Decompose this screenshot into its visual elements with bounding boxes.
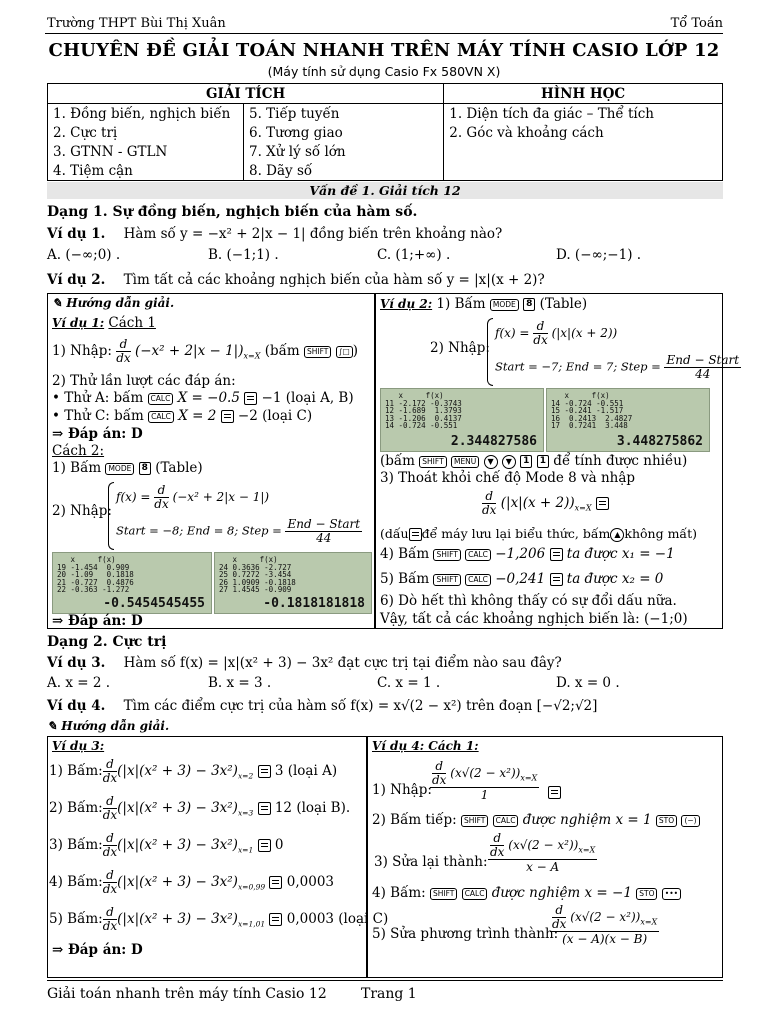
vd3-step-row [49, 869, 334, 896]
down-arrow-key-icon: ▼ [502, 455, 516, 469]
step-result: 0,0003 [286, 874, 335, 890]
derivative-symbol: $\frac{d}{dx}$ [154, 483, 169, 511]
equals-key-icon [596, 497, 609, 510]
equals-key-icon [548, 786, 561, 799]
math-expr: f(x) = [116, 490, 151, 504]
shift-key-icon: SHIFT [461, 815, 488, 827]
vd3-tag: Ví dụ 3: [52, 739, 105, 753]
screen-table: x f(x) 19 -1.454 0.909 20 -1.09 0.1818 21 -0.727 0.4876 22 -0.363 -1.272 [57, 555, 134, 594]
step-text: −2 (loại C) [237, 408, 313, 424]
equals-key-icon [244, 392, 257, 405]
math-sub: x=2 [237, 771, 254, 781]
shift-key-icon: SHIFT [433, 549, 460, 561]
key-1-icon: 1 [520, 455, 532, 468]
answer-text: ⇒ Đáp án: D [52, 613, 143, 629]
vd4-question: Tìm các điểm cực trị của hàm số f(x) = x√(2 − x²) trên đoạn [−√2;√2] [123, 698, 598, 714]
step-text: 3) Bấm: [49, 837, 103, 853]
derivative-symbol: $\frac{d}{dx}$ [102, 868, 118, 896]
equals-key-icon [269, 876, 282, 889]
topic-item: 3. GTNN - GTLN [48, 142, 244, 161]
shift-key-icon: SHIFT [419, 456, 446, 468]
step-text: 1) Bấm [436, 296, 486, 312]
vd1-label: Ví dụ 1. [47, 226, 106, 242]
topic-item: 2. Cực trị [48, 123, 244, 142]
step-text: 2) Bấm tiếp: [372, 812, 457, 828]
math-expr: (x − A)(x − B) [562, 932, 648, 946]
step-text: (Table) [539, 296, 588, 312]
page-title: CHUYÊN ĐỀ GIẢI TOÁN NHANH TRÊN MÁY TÍNH CASIO LỚP 12 [48, 40, 720, 61]
vd3-step-row [49, 906, 388, 933]
derivative-symbol: $\frac{d}{dx}$ [116, 337, 131, 365]
equals-key-icon [258, 802, 271, 815]
math-expr: (|x|(x² + 3) − 3x²) [117, 874, 238, 890]
mode-key-icon: MODE [490, 299, 519, 311]
screen-result: 2.344827586 [450, 434, 537, 449]
topic-item: 8. Dãy số [244, 161, 444, 181]
topic-item: 4. Tiệm cận [48, 161, 244, 181]
vd1-tag: Ví dụ 1: [52, 316, 105, 330]
math-expr: (x√(2 − x²)) [570, 910, 641, 924]
screen-table: x f(x) 11 -2.172 -0.3743 12 -1.689 1.3793 13 -1.206 0.4137 14 -0.724 -0.551 [385, 391, 462, 430]
calc-key-icon: CALC [462, 888, 488, 900]
step-text: không mất) [624, 526, 697, 541]
answer-text: ⇒ Đáp án: D [52, 942, 143, 958]
vd2-tag: Ví dụ 2: [380, 297, 433, 311]
equals-key-icon [550, 573, 563, 586]
topic-item: 1. Đồng biến, nghịch biến [48, 104, 244, 124]
derivative-symbol: $\frac{d}{dx}$ [102, 794, 118, 822]
step-text: 3) Thoát khỏi chế độ Mode 8 và nhập [380, 470, 636, 486]
step-text: 1) Bấm [52, 460, 102, 476]
vd3-opt-a: A. x = 2 . [47, 675, 111, 691]
math-expr: f(x) = [495, 326, 530, 340]
page-number: Trang 1 [361, 986, 417, 1002]
math-sub: x=3 [237, 808, 254, 818]
vd2-label: Ví dụ 2. [47, 272, 106, 288]
math-expr: (|x|(x² + 3) − 3x²) [117, 837, 238, 853]
math-sub: x=X [640, 917, 658, 927]
math-sub: x=X [578, 845, 596, 855]
step-text: để tính được nhiều) [553, 453, 688, 469]
screen-result: 3.448275862 [616, 434, 703, 449]
guide-label: Hướng dẫn giải. [66, 296, 175, 310]
sto-key-icon: STO [656, 815, 677, 827]
guide-label: Hướng dẫn giải. [61, 719, 170, 733]
shift-key-icon: SHIFT [304, 346, 331, 358]
var-b-key-icon: ••• [662, 888, 681, 900]
derivative-symbol: $\frac{d}{dx}$ [432, 759, 447, 787]
step-text: 2) Thử lần lượt các đáp án: [52, 373, 236, 389]
calc-key-icon: CALC [148, 393, 174, 405]
integral-key-icon: ∫□ [336, 346, 353, 358]
math-expr: X = −0.5 [177, 390, 240, 406]
step-result: 3 (loại A) [274, 763, 338, 779]
sto-key-icon: STO [636, 888, 657, 900]
subtitle: (Máy tính sử dụng Casio Fx 580VN X) [267, 64, 501, 79]
up-arrow-key-icon: ▲ [610, 528, 624, 542]
math-expr: (|x|(x + 2)) [500, 495, 575, 511]
down-arrow-key-icon: ▼ [484, 455, 498, 469]
step-fraction: $\frac{\text{End − Start}}{44}$ [287, 517, 361, 545]
step-text: 3) Sửa lại thành: [374, 854, 488, 870]
mode-key-icon: MODE [105, 463, 134, 475]
system-brace [108, 482, 114, 550]
step-text: ta được x₁ = −1 [566, 546, 675, 562]
math-expr: (|x|(x² + 3) − 3x²) [117, 800, 238, 816]
math-expr: (|x|(x + 2)) [551, 326, 618, 340]
calculator-screen-1 [52, 552, 212, 614]
screen-table: x f(x) 24 0.3636 -2.727 25 0.7272 -3.454 26 1.0909 -0.1818 27 1.4545 -0.909 [219, 555, 296, 594]
derivative-symbol: $\frac{d}{dx}$ [533, 319, 548, 347]
vd3-question: Hàm số f(x) = |x|(x² + 3) − 3x² đạt cực trị tại điểm nào sau đây? [123, 655, 562, 671]
pencil-icon: ✎ [52, 296, 63, 310]
math-expr: (x√(2 − x²)) [508, 838, 579, 852]
equals-key-icon [409, 528, 422, 541]
var-a-key-icon: (−) [681, 815, 699, 827]
system-brace [487, 318, 493, 386]
key-8-icon: 8 [523, 298, 535, 311]
step-text: ta được x₂ = 0 [566, 571, 664, 587]
col-hinh-hoc: HÌNH HỌC [444, 84, 723, 104]
derivative-symbol: $\frac{d}{dx}$ [552, 903, 567, 931]
step-text: (Table) [155, 460, 203, 476]
vd3-step-row [49, 832, 283, 859]
vd1-question: Hàm số y = −x² + 2|x − 1| đồng biến trên khoảng nào? [123, 226, 503, 242]
vd4-tag: Ví dụ 4: Cách 1: [372, 739, 479, 753]
calc-key-icon: CALC [465, 574, 491, 586]
calculator-screen-3 [380, 388, 544, 452]
school-name: Trường THPT Bùi Thị Xuân [47, 16, 226, 31]
math-sub: x=X [520, 773, 538, 783]
math-sub: x=X [243, 351, 261, 361]
math-expr: Start = −8; End = 8; Step = [116, 523, 282, 538]
vd3-opt-b: B. x = 3 . [208, 675, 272, 691]
dang1-heading: Dạng 1. Sự đồng biến, nghịch biến của hàm số. [47, 204, 418, 220]
step-text: Vậy, tất cả các khoảng nghịch biến là: (−1;0) [380, 611, 688, 627]
derivative-symbol: $\frac{d}{dx}$ [102, 905, 118, 933]
screen-result: -0.5454545455 [103, 596, 205, 611]
step-text: 4) Bấm [380, 546, 430, 562]
step-text: (bấm [264, 343, 300, 359]
step-text: được nghiệm x = −1 [491, 885, 632, 901]
step-text: 6) Dò hết thì không thấy có sự đổi dấu nữa. [380, 593, 677, 609]
key-1-icon: 1 [537, 455, 549, 468]
derivative-symbol: $\frac{d}{dx}$ [482, 489, 497, 517]
step-text: 1) Nhập: [52, 343, 112, 359]
col-giai-tich: GIẢI TÍCH [48, 84, 444, 104]
vd2-question: Tìm tất cả các khoảng nghịch biến của hàm số y = |x|(x + 2)? [123, 272, 545, 288]
step-text: được nghiệm x = 1 [522, 812, 652, 828]
menu-key-icon: MENU [451, 456, 479, 468]
calculator-screen-2 [214, 552, 372, 614]
topic-item: 6. Tương giao [244, 123, 444, 142]
topic-item: 7. Xử lý số lớn [244, 142, 444, 161]
math-expr: X = 2 [178, 408, 217, 424]
vd1-opt-c: C. (1;+∞) . [377, 247, 451, 263]
topic-item: 2. Góc và khoảng cách [444, 123, 723, 142]
step-text: 2) Nhập: [52, 503, 112, 519]
shift-key-icon: SHIFT [433, 574, 460, 586]
calc-key-icon: CALC [465, 549, 491, 561]
topics-table [47, 83, 723, 181]
vd1-opt-a: A. (−∞;0) . [47, 247, 121, 263]
calc-key-icon: CALC [493, 815, 519, 827]
math-expr: (|x|(x² + 3) − 3x²) [117, 763, 238, 779]
screen-table: x f(x) 14 -0.724 -0.551 15 -0.241 -1.517 16 0.2413 2.4827 17 0.7241 3.448 [551, 391, 633, 430]
step-text: 1) Bấm: [49, 763, 103, 779]
math-sub: x=1,01 [237, 919, 266, 929]
math-expr: (−x² + 2|x − 1|) [172, 490, 270, 504]
step-text: 4) Bấm: [49, 874, 103, 890]
department: Tổ Toán [670, 16, 723, 31]
vd3-opt-c: C. x = 1 . [377, 675, 441, 691]
equals-key-icon [258, 839, 271, 852]
step-text: 2) Bấm: [49, 800, 103, 816]
screen-result: -0.1818181818 [263, 596, 365, 611]
math-expr: 1 [480, 788, 489, 802]
vd4-label: Ví dụ 4. [47, 698, 106, 714]
equals-key-icon [221, 410, 234, 423]
key-8-icon: 8 [139, 462, 151, 475]
dang2-heading: Dạng 2. Cực trị [47, 634, 167, 650]
step-text: (dấu [380, 526, 409, 541]
calc-key-icon: CALC [148, 411, 174, 423]
math-expr: (−x² + 2|x − 1|) [134, 343, 244, 359]
step-text: để máy lưu lại biểu thức, bấm [421, 526, 611, 541]
vd3-step-row [49, 795, 350, 822]
step-result: 12 (loại B). [274, 800, 351, 816]
derivative-symbol: $\frac{d}{dx}$ [102, 831, 118, 859]
math-expr: (|x|(x² + 3) − 3x²) [117, 911, 238, 927]
header-rule [45, 33, 723, 34]
step-text: 5) Bấm: [49, 911, 103, 927]
step-text: −1 (loại A, B) [261, 390, 354, 406]
math-expr: x − A [526, 860, 560, 874]
step-result: 0 [274, 837, 284, 853]
derivative-symbol: $\frac{d}{dx}$ [490, 831, 505, 859]
pencil-icon: ✎ [47, 719, 58, 733]
step-text: (bấm [380, 453, 415, 469]
step-text: 5) Bấm [380, 571, 430, 587]
footer-rule [47, 980, 723, 981]
vd3-step-row [49, 758, 337, 785]
vd1-opt-d: D. (−∞;−1) . [556, 247, 642, 263]
cach1-label: Cách 1 [108, 315, 156, 331]
math-expr: (x√(2 − x²)) [450, 766, 521, 780]
topic-empty [444, 142, 723, 161]
footer-title: Giải toán nhanh trên máy tính Casio 12 [47, 986, 327, 1002]
section-band: Vấn đề 1. Giải tích 12 [47, 182, 723, 199]
cach2-label: Cách 2: [52, 443, 105, 459]
step-result: 0,0003 (loại C) [286, 911, 389, 927]
math-expr: Start = −7; End = 7; Step = [495, 359, 661, 374]
step-text: 2) Nhập: [430, 340, 490, 356]
math-sub: x=1 [237, 845, 254, 855]
step-text: 1) Nhập: [372, 782, 432, 798]
step-text: • Thử A: bấm [52, 390, 144, 406]
math-sub: x=0,99 [237, 882, 266, 892]
topic-item: 1. Diện tích đa giác – Thể tích [444, 104, 723, 124]
step-text: ) [352, 343, 358, 359]
derivative-symbol: $\frac{d}{dx}$ [102, 757, 118, 785]
topic-empty [444, 161, 723, 181]
math-sub: x=X [574, 503, 592, 513]
vd3-opt-d: D. x = 0 . [556, 675, 620, 691]
step-text: 5) Sửa phương trình thành: [372, 926, 559, 942]
vd3-label: Ví dụ 3. [47, 655, 106, 671]
math-expr: −0,241 [495, 571, 546, 587]
math-expr: −1,206 [495, 546, 546, 562]
step-text: • Thử C: bấm [52, 408, 144, 424]
calculator-screen-4 [546, 388, 710, 452]
step-text: 4) Bấm: [372, 885, 426, 901]
shift-key-icon: SHIFT [430, 888, 457, 900]
equals-key-icon [258, 765, 271, 778]
topic-item: 5. Tiếp tuyến [244, 104, 444, 124]
answer-text: ⇒ Đáp án: D [52, 426, 143, 442]
step-fraction: $\frac{\text{End − Start}}{44}$ [666, 353, 740, 381]
vd1-opt-b: B. (−1;1) . [208, 247, 279, 263]
equals-key-icon [550, 548, 563, 561]
equals-key-icon [269, 913, 282, 926]
